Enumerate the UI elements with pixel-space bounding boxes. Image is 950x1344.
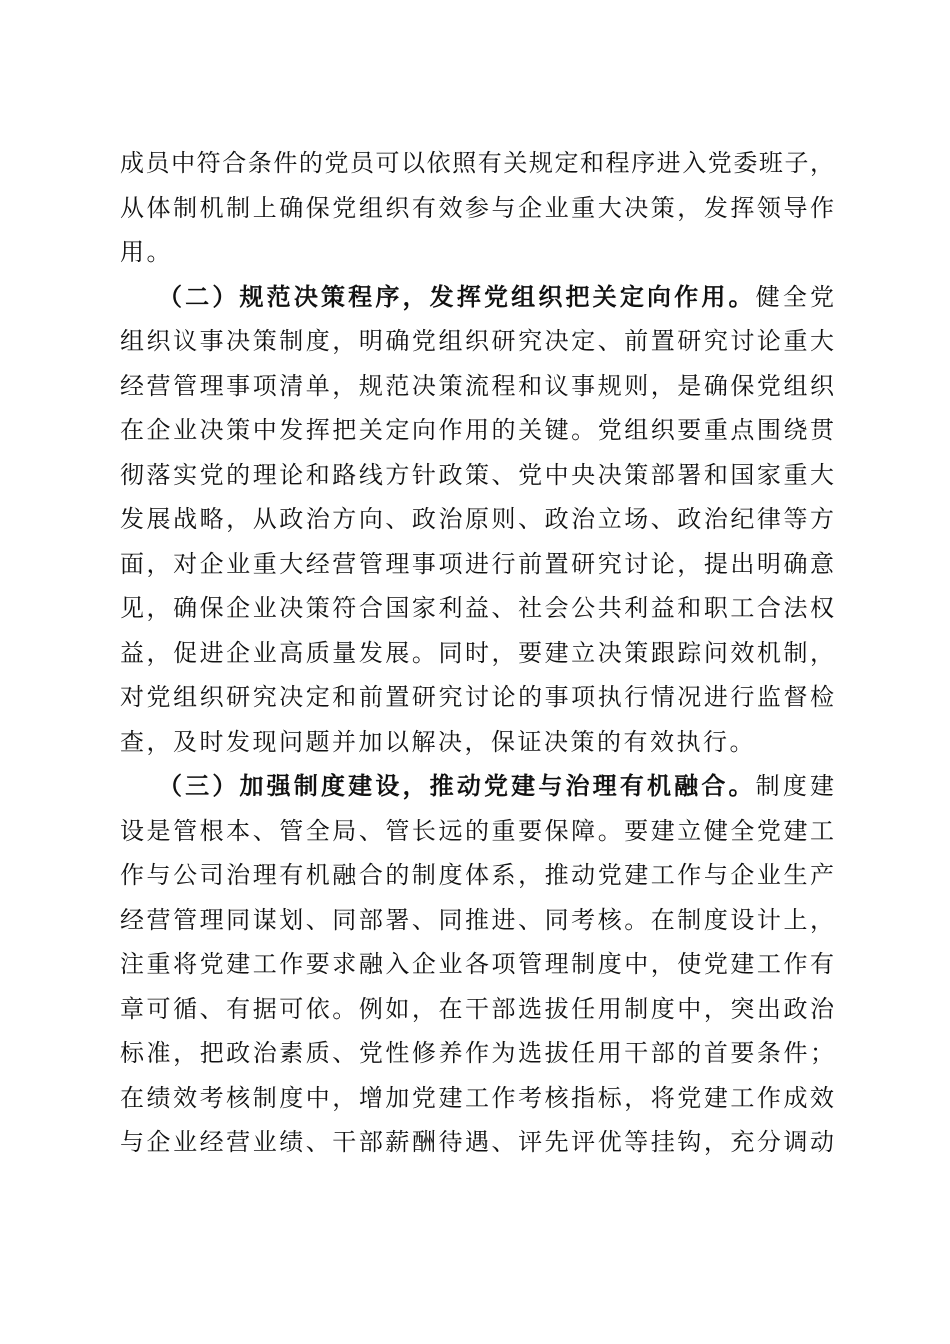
paragraph-first-line — [158, 764, 834, 809]
text-line: 从体制机制上确保党组织有效参与企业重大决策，发挥领导作 — [120, 193, 834, 222]
paragraph — [120, 764, 834, 1165]
text-line: 成员中符合条件的党员可以依照有关规定和程序进入党委班子， — [120, 149, 834, 177]
text-line: 组织议事决策制度，明确党组织研究决定、前置研究讨论重大 — [120, 327, 834, 355]
text-line: 章可循、有据可依。例如，在干部选拔任用制度中，突出政治 — [120, 994, 834, 1023]
section-heading: （三）加强制度建设，推动党建与治理有机融合。 — [158, 771, 756, 800]
text-line: 益，促进企业高质量发展。同时，要建立决策跟踪问效机制， — [120, 638, 834, 667]
text-line: 查，及时发现问题并加以解决，保证决策的有效执行。 — [120, 727, 756, 756]
paragraph — [120, 141, 834, 275]
text-line: 用。 — [120, 238, 173, 266]
text-line: 与企业经营业绩、干部薪酬待遇、评先评优等挂钩，充分调动 — [120, 1128, 834, 1156]
text-line: 在企业决策中发挥把关定向作用的关键。党组织要重点围绕贯 — [120, 416, 834, 444]
text-line: 见，确保企业决策符合国家利益、社会公共利益和职工合法权 — [120, 594, 834, 622]
text-line: 标准，把政治素质、党性修养作为选拔任用干部的首要条件； — [120, 1039, 834, 1067]
text-line: 经营管理事项清单，规范决策流程和议事规则，是确保党组织 — [120, 371, 834, 400]
paragraph-text: 制度建 — [755, 772, 834, 800]
text-line: 发展战略，从政治方向、政治原则、政治立场、政治纪律等方 — [120, 505, 834, 533]
text-line: 经营管理同谋划、同部署、同推进、同考核。在制度设计上， — [120, 905, 834, 934]
paragraph-first-line — [158, 275, 834, 320]
section-heading: （二）规范决策程序，发挥党组织把关定向作用。 — [158, 281, 756, 311]
paragraph — [120, 275, 834, 765]
paragraph-text: 健全党 — [755, 282, 834, 311]
document-body — [120, 141, 834, 1165]
text-line: 设是管根本、管全局、管长远的重要保障。要建立健全党建工 — [120, 816, 834, 845]
text-line: 注重将党建工作要求融入企业各项管理制度中，使党建工作有 — [120, 950, 834, 978]
text-line: 面，对企业重大经营管理事项进行前置研究讨论，提出明确意 — [120, 549, 834, 578]
text-line: 作与公司治理有机融合的制度体系，推动党建工作与企业生产 — [120, 861, 834, 889]
text-line: 对党组织研究决定和前置研究讨论的事项执行情况进行监督检 — [120, 683, 834, 711]
text-line: 彻落实党的理论和路线方针政策、党中央决策部署和国家重大 — [120, 460, 834, 489]
text-line: 在绩效考核制度中，增加党建工作考核指标，将党建工作成效 — [120, 1083, 834, 1112]
